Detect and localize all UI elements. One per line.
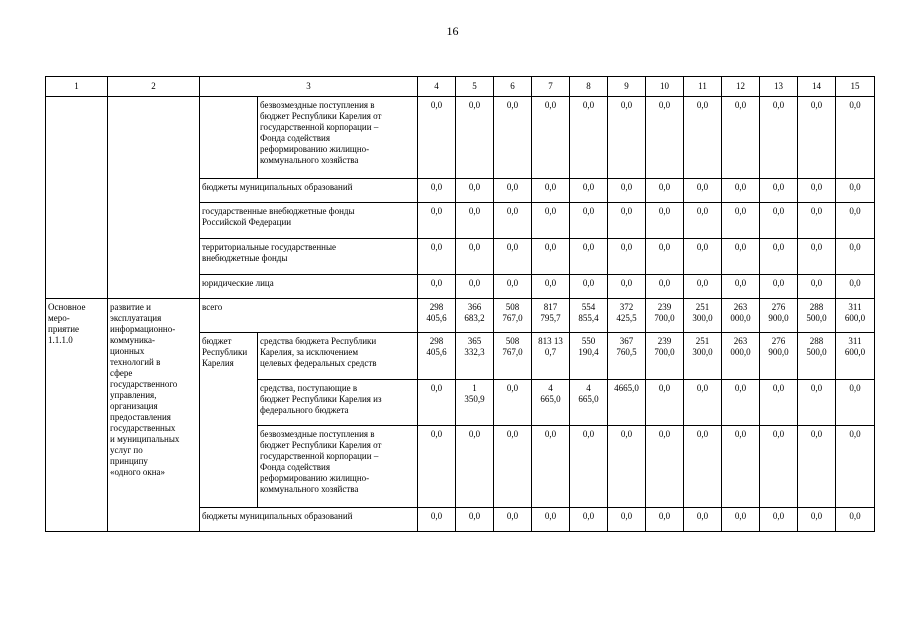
value-cell: 0,0 [570,426,608,508]
value-cell: 0,0 [646,275,684,299]
value-cell: 0,0 [456,179,494,203]
value-cell: 508 767,0 [494,333,532,380]
value-cell: 0,0 [836,97,875,179]
value-cell: 0,0 [836,239,875,275]
value-cell: 372 425,5 [608,299,646,333]
value-cell: 263 000,0 [722,299,760,333]
value-cell: 0,0 [456,426,494,508]
value-cell: 0,0 [570,97,608,179]
value-cell: 0,0 [608,426,646,508]
value-cell: 263 000,0 [722,333,760,380]
value-cell: 0,0 [532,426,570,508]
row-label: средства, поступающие в бюджет Республики Карелия из федерального бюджета [258,380,418,426]
value-cell: 0,0 [836,380,875,426]
value-cell: 0,0 [760,380,798,426]
value-cell: 0,0 [722,203,760,239]
value-cell: 0,0 [722,426,760,508]
value-cell: 251 300,0 [684,333,722,380]
value-cell: 0,0 [608,239,646,275]
value-cell: 0,0 [684,508,722,532]
value-cell: 0,0 [532,239,570,275]
value-cell: 0,0 [722,380,760,426]
value-cell: 0,0 [684,239,722,275]
row-label: юридические лица [200,275,418,299]
header-cell: 1 [46,77,108,97]
value-cell: 0,0 [798,97,836,179]
value-cell: 366 683,2 [456,299,494,333]
value-cell: 276 900,0 [760,333,798,380]
value-cell: 0,0 [760,239,798,275]
value-cell: 0,0 [418,97,456,179]
empty-cell [108,97,200,299]
value-cell: 0,0 [760,275,798,299]
value-cell: 0,0 [684,179,722,203]
page-number: 16 [446,24,459,38]
value-cell: 0,0 [684,97,722,179]
value-cell: 288 500,0 [798,299,836,333]
value-cell: 0,0 [646,179,684,203]
value-cell: 0,0 [760,203,798,239]
value-cell: 554 855,4 [570,299,608,333]
value-cell: 0,0 [722,179,760,203]
value-cell: 0,0 [836,179,875,203]
value-cell: 0,0 [494,275,532,299]
value-cell: 0,0 [456,508,494,532]
value-cell: 239 700,0 [646,299,684,333]
value-cell: 0,0 [570,179,608,203]
value-cell: 0,0 [646,426,684,508]
value-cell: 0,0 [608,97,646,179]
value-cell: 0,0 [494,508,532,532]
value-cell: 817 795,7 [532,299,570,333]
measure-name: развитие и эксплуатация информационно- коммуника- ционных технологий в сфере государственного управления, организация предоставления государственных и муниципальных услуг по принципу «одного окна» [108,299,200,532]
value-cell: 0,0 [532,203,570,239]
header-cell: 7 [532,77,570,97]
value-cell: 0,0 [456,275,494,299]
value-cell: 0,0 [494,179,532,203]
value-cell: 0,0 [646,380,684,426]
value-cell: 813 13 0,7 [532,333,570,380]
value-cell: 0,0 [494,239,532,275]
value-cell: 0,0 [760,426,798,508]
value-cell: 367 760,5 [608,333,646,380]
header-cell: 12 [722,77,760,97]
value-cell: 0,0 [722,239,760,275]
value-cell: 0,0 [494,203,532,239]
value-cell: 0,0 [418,239,456,275]
header-cell: 15 [836,77,875,97]
value-cell: 0,0 [798,239,836,275]
row-label: безвозмездные поступления в бюджет Республики Карелия от государственной корпорации – Фонда содействия реформированию жилищно- коммунального хозяйства [258,426,418,508]
value-cell: 0,0 [456,239,494,275]
value-cell: 0,0 [570,239,608,275]
row-label: безвозмездные поступления в бюджет Республики Карелия от государственной корпорации – Фонда содействия реформированию жилищно- коммунального хозяйства [258,97,418,179]
value-cell: 239 700,0 [646,333,684,380]
header-cell: 5 [456,77,494,97]
value-cell: 0,0 [798,508,836,532]
header-cell: 3 [200,77,418,97]
value-cell: 0,0 [722,275,760,299]
value-cell: 0,0 [608,508,646,532]
value-cell: 0,0 [836,275,875,299]
header-cell: 9 [608,77,646,97]
header-cell: 8 [570,77,608,97]
value-cell: 0,0 [798,179,836,203]
funding-table [45,76,875,532]
row-label: всего [200,299,418,333]
value-cell: 0,0 [722,97,760,179]
value-cell: 0,0 [760,97,798,179]
header-cell: 14 [798,77,836,97]
value-cell: 0,0 [760,179,798,203]
measure-code: Основное меро- приятие 1.1.1.0 [46,299,108,532]
value-cell: 0,0 [418,203,456,239]
value-cell: 0,0 [684,203,722,239]
value-cell: 4 665,0 [570,380,608,426]
value-cell: 0,0 [798,203,836,239]
value-cell: 0,0 [532,179,570,203]
header-cell: 2 [108,77,200,97]
row-label: бюджеты муниципальных образований [200,179,418,203]
value-cell: 0,0 [608,179,646,203]
value-cell: 0,0 [418,426,456,508]
value-cell: 0,0 [836,508,875,532]
value-cell: 0,0 [798,426,836,508]
value-cell: 0,0 [760,508,798,532]
value-cell: 0,0 [456,97,494,179]
value-cell: 0,0 [608,203,646,239]
value-cell: 0,0 [836,203,875,239]
value-cell: 1 350,9 [456,380,494,426]
value-cell: 0,0 [684,275,722,299]
value-cell: 0,0 [418,275,456,299]
value-cell: 276 900,0 [760,299,798,333]
value-cell: 0,0 [608,275,646,299]
value-cell: 0,0 [532,97,570,179]
value-cell: 288 500,0 [798,333,836,380]
value-cell: 0,0 [456,203,494,239]
row-label: территориальные государственные внебюджетные фонды [200,239,418,275]
value-cell: 0,0 [570,203,608,239]
value-cell: 0,0 [418,508,456,532]
value-cell: 4665,0 [608,380,646,426]
value-cell: 0,0 [684,426,722,508]
value-cell: 251 300,0 [684,299,722,333]
value-cell: 0,0 [646,203,684,239]
value-cell: 0,0 [570,275,608,299]
row-label: средства бюджета Республики Карелия, за исключением целевых федеральных средств [258,333,418,380]
value-cell: 0,0 [532,508,570,532]
value-cell: 298 405,6 [418,299,456,333]
value-cell: 0,0 [646,239,684,275]
table-row [46,97,875,179]
value-cell: 0,0 [798,380,836,426]
value-cell: 0,0 [532,275,570,299]
header-row [46,77,875,97]
row-label: государственные внебюджетные фонды Российской Федерации [200,203,418,239]
value-cell: 311 600,0 [836,299,875,333]
empty-cell [200,97,258,179]
empty-cell [46,97,108,299]
value-cell: 0,0 [798,275,836,299]
header-cell: 10 [646,77,684,97]
value-cell: 0,0 [646,508,684,532]
value-cell: 550 190,4 [570,333,608,380]
header-cell: 13 [760,77,798,97]
header-cell: 11 [684,77,722,97]
value-cell: 0,0 [418,380,456,426]
value-cell: 0,0 [418,179,456,203]
budget-label: бюджет Республики Карелия [200,333,258,508]
value-cell: 0,0 [722,508,760,532]
header-cell: 6 [494,77,532,97]
table-row [46,299,875,333]
value-cell: 0,0 [494,97,532,179]
value-cell: 0,0 [836,426,875,508]
value-cell: 4 665,0 [532,380,570,426]
value-cell: 298 405,6 [418,333,456,380]
value-cell: 365 332,3 [456,333,494,380]
value-cell: 0,0 [684,380,722,426]
value-cell: 0,0 [570,508,608,532]
value-cell: 311 600,0 [836,333,875,380]
row-label: бюджеты муниципальных образований [200,508,418,532]
value-cell: 0,0 [646,97,684,179]
value-cell: 0,0 [494,426,532,508]
value-cell: 508 767,0 [494,299,532,333]
value-cell: 0,0 [494,380,532,426]
header-cell: 4 [418,77,456,97]
